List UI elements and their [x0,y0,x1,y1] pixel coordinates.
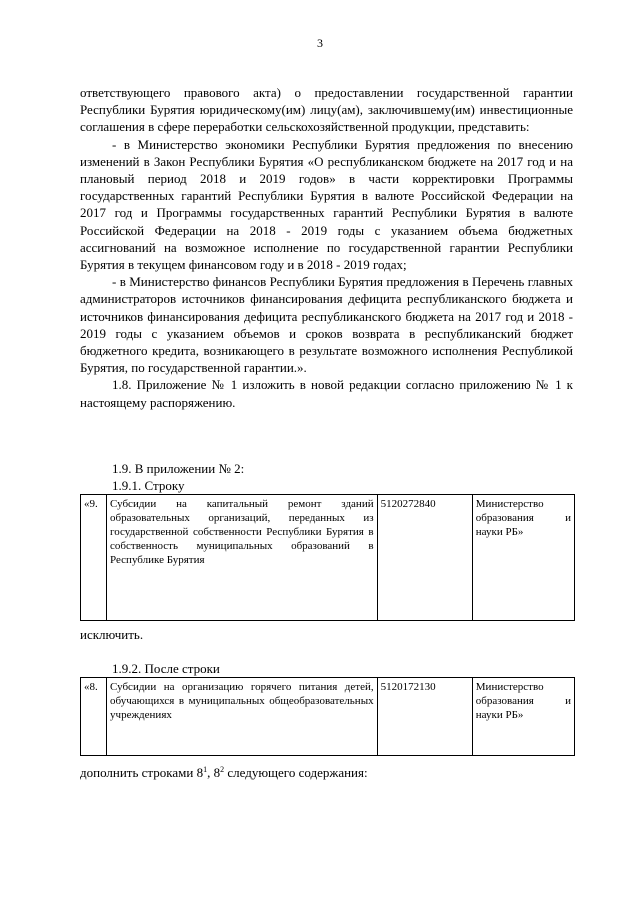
paragraph-ministry-finance: - в Министерство финансов Республики Бурятия предложения в Перечень главных администраторов источников финансирования дефицита республиканского бюджета и источников финансирования дефицита республиканского бюджета на 2017 год и 2018 - 2019 годы с указанием объемов и сроков возврата в республиканский бюджет бюджетного кредита, возникающего в результате возможного исполнения Республикой Бурятия, по государственной гарантии.». [80,274,573,376]
paragraph-guarantee: ответствующего правового акта) о предоставлении государственной гарантии Республики Бурятия юридическому(им) лицу(ам), заключившему(им) инвестиционные соглашения в сфере переработки сельскохозяйственной продукции, представить: [80,85,573,135]
item-1-9: 1.9. В приложении № 2: [112,461,245,476]
table-cell-org: Министерство образования и науки РБ» [472,495,574,621]
table-cell-org: Министерство образования и науки РБ» [472,678,574,756]
table-cell-code: 5120172130 [377,678,472,756]
paragraph-ministry-economy: - в Министерство экономики Республики Бурятия предложения по внесению изменений в Закон Республики Бурятия «О республиканском бюджете на 2017 год и на плановый период 2018 и 2019 годов» в части корректировки Программы государственных гарантий Республики Бурятия в валюте Российской Федерации на 2017 год и Программы государственных гарантий Республики Бурятия в валюте Российской Федерации на 2018 - 2019 годы с указанием объема бюджетных ассигнований на возможное исполнение по государственной гарантии Республики Бурятия в текущем финансовом году и в 2018 - 2019 годах; [80,136,573,273]
exclude-text: исключить. [80,627,144,642]
table-cell-name: Субсидии на капитальный ремонт зданий образовательных организаций, переданных из государственной собственности Республики Бурятия в собственность муниципальных образований в Республике Бурятия [107,495,378,621]
table-row [81,678,575,756]
superscript-2: 2 [220,765,225,774]
final-line-prefix: дополнить строками 8 [80,765,204,780]
final-line-suffix: следующего содержания: [224,765,368,780]
item-1-9-1: 1.9.1. Строку [112,478,185,493]
table-row-9 [80,494,575,621]
page-number: 3 [317,36,323,50]
table-cell-name: Субсидии на организацию горячего питания детей, обучающихся в муниципальных общеобразовательных учреждениях [107,678,378,756]
table-row-8 [80,677,575,756]
final-line [80,764,368,781]
table-cell-num: «9. [81,495,107,621]
item-1-9-2: 1.9.2. После строки [112,661,220,676]
body-text [80,84,573,411]
table-row [81,495,575,621]
superscript-1: 1 [203,765,208,774]
table-cell-num: «8. [81,678,107,756]
table-cell-code: 5120272840 [377,495,472,621]
final-line-sep: , 8 [207,765,221,780]
paragraph-item-1-8: 1.8. Приложение № 1 изложить в новой редакции согласно приложению № 1 к настоящему распоряжению. [80,377,573,410]
